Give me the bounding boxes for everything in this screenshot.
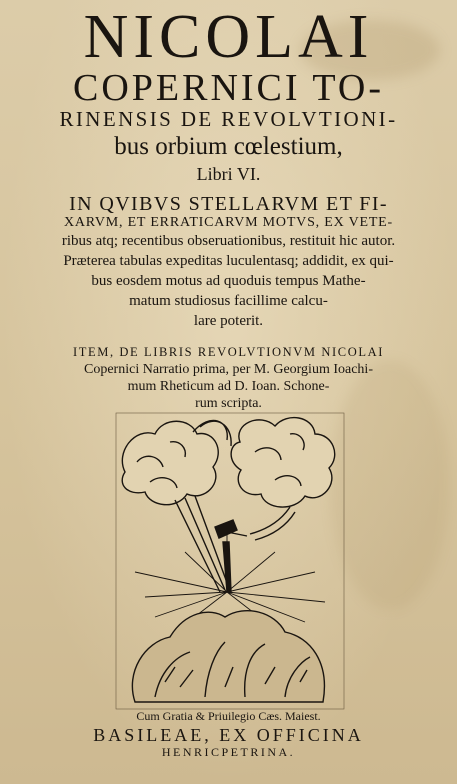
author-name: NICOLAI: [83, 3, 374, 71]
description-line: bus eosdem motus ad quoduis tempus Mathe-: [91, 273, 366, 289]
imprint-city: BASILEAE, EX OFFICINA: [93, 725, 364, 745]
description-line: XARVM, ET ERRATICARVM MOTVS, EX VETE-: [63, 215, 393, 230]
printer-device-woodcut-icon: [115, 412, 345, 710]
privilege-line: Cum Gratia & Priuilegio Cæs. Maiest.: [136, 709, 321, 723]
item-line: Copernici Narratio prima, per M. Georgium Ioachi-: [84, 362, 373, 377]
description-line: ribus atq; recentibus obseruationibus, restituit hic autor.: [61, 233, 396, 249]
item-line: mum Rheticum ad D. Ioan. Schone-: [127, 379, 330, 394]
description-line: IN QVIBVS STELLARVM ET FI-: [69, 193, 388, 215]
item-line: ITEM, DE LIBRIS REVOLVTIONVM NICOLAI: [73, 345, 384, 359]
imprint-printer: HENRICPETRINA.: [161, 745, 296, 759]
description-line: matum studiosus facillime calcu-: [129, 293, 328, 309]
description-line: Præterea tabulas expeditas luculentasq; addidit, ex qui-: [63, 253, 394, 269]
books-count: Libri VI.: [196, 164, 261, 184]
title-line: RINENSIS DE REVOLVTIONI-: [59, 107, 398, 131]
description-line: lare poterit.: [193, 313, 264, 329]
author-surname: COPERNICI TO-: [72, 67, 384, 109]
title-line: bus orbium cœlestium,: [114, 133, 343, 160]
item-line: rum scripta.: [195, 396, 262, 411]
